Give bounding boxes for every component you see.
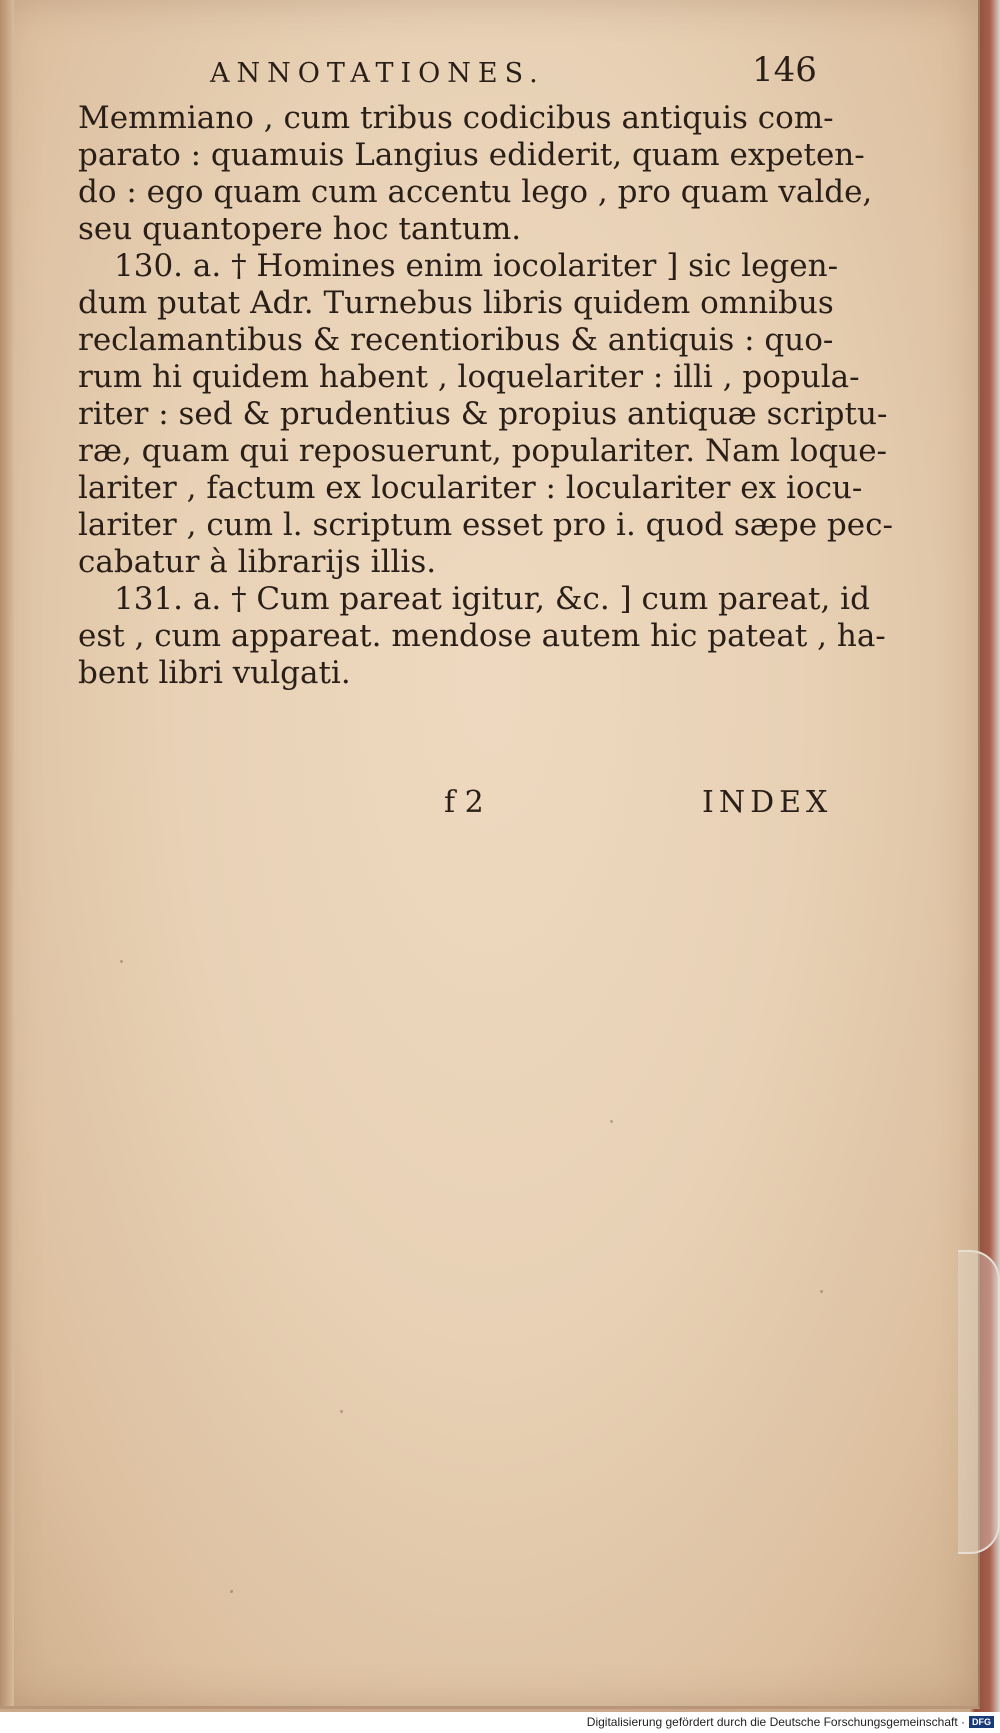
text-line: do : ego quam cum accentu lego , pro quam valde,: [78, 174, 873, 210]
paper-speck: [610, 1120, 613, 1123]
annotation-130-start: 130. a. † Homines enim iocolariter ] sic legen-: [114, 248, 839, 284]
text-line: bent libri vulgati.: [78, 655, 351, 691]
page-number: 146: [752, 50, 817, 90]
annotation-text-block: [78, 100, 893, 692]
text-line: reclamantibus & recentioribus & antiquis : quo-: [78, 322, 834, 358]
digitization-credit: [587, 1715, 994, 1729]
dfg-logo: DFG: [969, 1716, 994, 1728]
page-clip-tab: [958, 1250, 1000, 1554]
signature-mark: f 2: [444, 785, 484, 820]
text-line: riter : sed & prudentius & propius antiquæ scriptu-: [78, 396, 888, 432]
paper-speck: [120, 960, 123, 963]
text-line: ræ, quam qui reposuerunt, populariter. Nam loque-: [78, 433, 888, 469]
paper-speck: [820, 1290, 823, 1293]
paper-speck: [340, 1410, 343, 1413]
text-line: rum hi quidem habent , loquelariter : illi , popula-: [78, 359, 860, 395]
text-line: est , cum appareat. mendose autem hic pateat , ha-: [78, 618, 886, 654]
text-line: Memmiano , cum tribus codicibus antiquis com-: [78, 100, 834, 136]
text-line: parato : quamuis Langius ediderit, quam expeten-: [78, 137, 865, 173]
text-line: dum putat Adr. Turnebus libris quidem omnibus: [78, 285, 834, 321]
page-gutter: [0, 0, 14, 1706]
credit-text: Digitalisierung gefördert durch die Deutsche Forschungsgemeinschaft ·: [586, 1715, 965, 1729]
text-line: seu quantopere hoc tantum.: [78, 211, 522, 247]
annotation-131-start: 131. a. † Cum pareat igitur, &c. ] cum pareat, id: [114, 581, 870, 617]
text-line: lariter , cum l. scriptum esset pro i. quod sæpe pec-: [78, 507, 893, 543]
running-head: ANNOTATIONES.: [210, 58, 545, 89]
text-line: cabatur à librarijs illis.: [78, 544, 437, 580]
text-line: lariter , factum ex loculariter : loculariter ex iocu-: [78, 470, 863, 506]
catchword: INDEX: [702, 785, 833, 820]
paper-speck: [230, 1590, 233, 1593]
